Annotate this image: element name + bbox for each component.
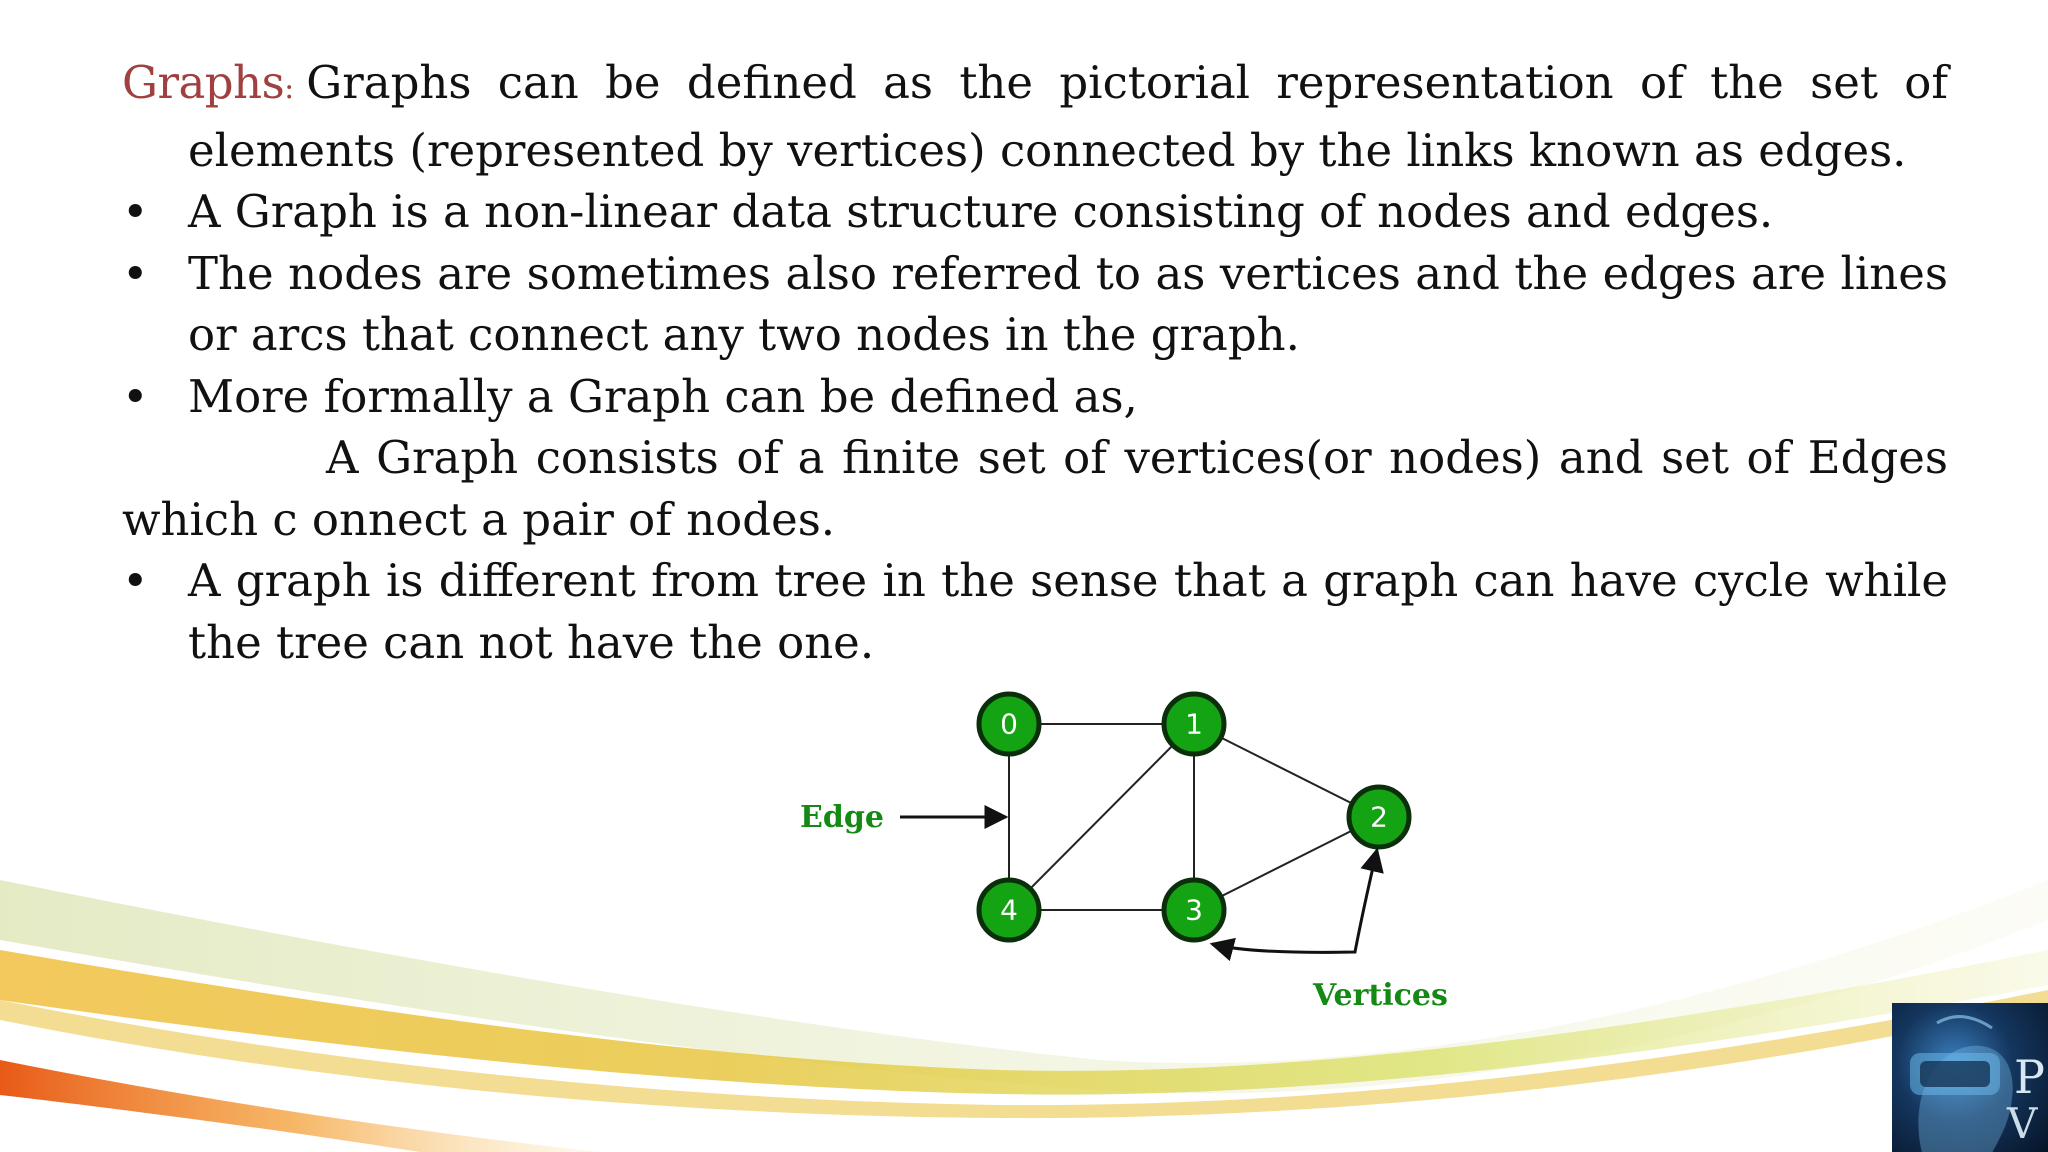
graph-diagram <box>780 680 1500 1020</box>
bullet-item <box>122 181 1948 243</box>
intro-text: Graphs can be defined as the pictorial representation of the set of elements (represented by vertices) connected by the links known as edges. <box>188 56 1948 177</box>
vertices-arrow-icon <box>1212 850 1377 952</box>
graph-node-3 <box>1164 880 1224 940</box>
definition-paragraph: A Graph consists of a finite set of vertices(or nodes) and set of Edges which c onnect a pair of nodes. <box>122 431 1948 546</box>
vertices-annotation: Vertices <box>1313 978 1448 1013</box>
bullet-text: A graph is different from tree in the sense that a graph can have cycle while the tree can not have the one. <box>188 554 1948 669</box>
graph-node-1 <box>1164 694 1224 754</box>
bullet-icon: • <box>122 554 149 607</box>
svg-text:P: P <box>2014 1050 2045 1104</box>
bullet-item <box>122 550 1948 673</box>
graph-node-4 <box>979 880 1039 940</box>
bullet-text: More formally a Graph can be defined as, <box>188 369 1138 423</box>
vr-head-logo-icon <box>1892 1003 2048 1152</box>
keyword-colon: : <box>284 71 295 106</box>
bullet-icon: • <box>122 185 149 238</box>
node-label-2: 2 <box>1370 800 1388 834</box>
bullet-text: A Graph is a non-linear data structure consisting of nodes and edges. <box>188 185 1774 238</box>
graph-edge-1-4 <box>1009 724 1194 910</box>
graph-node-0 <box>979 694 1039 754</box>
bullet-icon: • <box>122 246 149 300</box>
bullet-text: The nodes are sometimes also referred to as vertices and the edges are lines or arcs that connect any two nodes in the graph. <box>188 246 1948 361</box>
bullet-item <box>122 243 1948 366</box>
intro-paragraph <box>122 52 1948 181</box>
graphs-keyword: Graphs <box>122 56 285 109</box>
bullet-item <box>122 366 1948 428</box>
node-label-0: 0 <box>1000 707 1018 741</box>
node-label-4: 4 <box>1000 893 1018 927</box>
bullet-icon: • <box>122 369 149 423</box>
graph-node-2 <box>1349 787 1409 847</box>
channel-logo <box>1892 1003 2048 1152</box>
edge-annotation: Edge <box>800 800 884 835</box>
node-label-1: 1 <box>1185 707 1203 741</box>
svg-text:V: V <box>2007 1099 2038 1148</box>
slide-text <box>122 52 1948 673</box>
node-label-3: 3 <box>1185 893 1203 927</box>
